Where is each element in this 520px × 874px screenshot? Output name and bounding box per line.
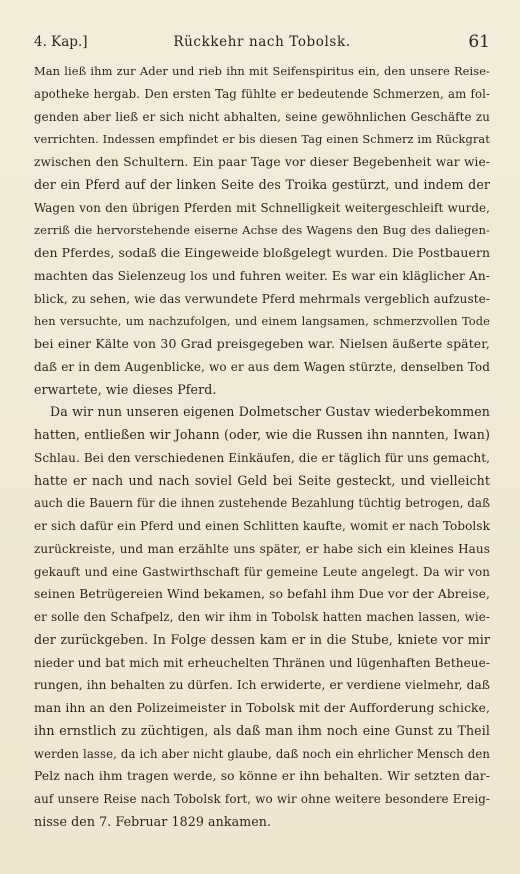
text-line: blick, zu sehen, wie das verwundete Pferd mehrmals vergeblich aufzuste- <box>34 291 490 306</box>
chapter-label: 4. Kap.] <box>34 34 88 50</box>
text-line: hatte er nach und nach soviel Geld bei Seite gesteckt, und vielleicht <box>34 472 490 488</box>
text-line: apotheke hergab. Den ersten Tag fühlte er bedeutende Schmerzen, am fol- <box>34 86 490 101</box>
page-body-text <box>34 60 490 834</box>
text-line: er solle den Schafpelz, den wir ihm in Tobolsk hatten machen lassen, wie- <box>34 610 490 624</box>
paragraph-start-line: Da wir nun unseren eigenen Dolmetscher Gustav wiederbekommen <box>50 404 490 420</box>
text-line: auf unsere Reise nach Tobolsk fort, wo wir ohne weitere besondere Ereig- <box>34 792 490 806</box>
page-number: 61 <box>468 32 490 52</box>
text-line: hen versuchte, um nachzufolgen, und einem langsamen, schmerzvollen Tode <box>34 314 490 329</box>
paragraph-end-line: erwartete, wie dieses Pferd. <box>34 381 217 397</box>
text-line: der zurückgeben. In Folge dessen kam er in die Stube, kniete vor mir <box>34 631 490 647</box>
text-line: werden lasse, da ich aber nicht glaube, daß noch ein ehrlicher Mensch den <box>34 746 490 761</box>
text-line: Man ließ ihm zur Ader und rieb ihn mit Seifenspiritus ein, den unsere Reise- <box>34 64 490 78</box>
text-line: hatten, entließen wir Johann (oder, wie die Russen ihn nannten, Iwan) <box>34 427 490 442</box>
running-title: Rückkehr nach Tobolsk. <box>173 34 351 50</box>
text-line: seinen Betrügereien Wind bekamen, so befahl ihm Due vor der Abreise, <box>34 587 490 602</box>
text-line: Pelz nach ihm tragen werde, so könne er ihn behalten. Wir setzten dar- <box>34 769 490 784</box>
text-line: auch die Bauern für die ihnen zustehende Bezahlung tüchtig betrogen, daß <box>34 496 490 511</box>
text-line: verrichten. Indessen empfindet er bis diesen Tag einen Schmerz im Rückgrat <box>34 132 490 147</box>
text-line: daß er in dem Augenblicke, wo er aus dem Wagen stürzte, denselben Tod <box>34 359 490 374</box>
text-line: den Pferdes, sodaß die Eingeweide bloßgelegt wurden. Die Postbauern <box>34 245 490 260</box>
paragraph-end-line: nisse den 7. Februar 1829 ankamen. <box>34 813 272 829</box>
text-line: rungen, ihn behalten zu dürfen. Ich erwiderte, er verdiene vielmehr, daß <box>34 678 490 693</box>
running-header <box>34 28 490 56</box>
text-line: ihn ernstlich zu züchtigen, als daß man ihm noch eine Gunst zu Theil <box>34 722 490 738</box>
text-line: zerriß die hervorstehende eiserne Achse des Wagens den Bug des daliegen- <box>34 223 490 238</box>
text-line: bei einer Kälte von 30 Grad preisgegeben war. Nielsen äußerte später, <box>34 336 490 351</box>
text-line: der ein Pferd auf der linken Seite des Troika gestürzt, und indem der <box>34 176 490 192</box>
text-line: er sich dafür ein Pferd und einen Schlitten kaufte, womit er nach Tobolsk <box>34 519 490 533</box>
text-line: zwischen den Schultern. Ein paar Tage vor dieser Begebenheit war wie- <box>34 155 490 169</box>
text-line: zurückreiste, und man erzählte uns später, er habe sich ein kleines Haus <box>34 541 490 556</box>
text-line: machten das Sielenzeug los und fuhren weiter. Es war ein kläglicher An- <box>34 268 490 283</box>
text-line: Schlau. Bei den verschiedenen Einkäufen, die er täglich für uns gemacht, <box>34 450 490 465</box>
text-line: genden aber ließ er sich nicht abhalten, seine gewöhnlichen Geschäfte zu <box>34 109 490 124</box>
text-line: man ihn an den Polizeimeister in Tobolsk mit der Aufforderung schicke, <box>34 701 490 715</box>
text-line: nieder und bat mich mit erheuchelten Thränen und lügenhaften Betheue- <box>34 655 490 670</box>
text-line: gekauft und eine Gastwirthschaft für gemeine Leute angelegt. Da wir von <box>34 564 490 579</box>
text-line: Wagen von den übrigen Pferden mit Schnelligkeit weitergeschleift wurde, <box>34 200 490 215</box>
